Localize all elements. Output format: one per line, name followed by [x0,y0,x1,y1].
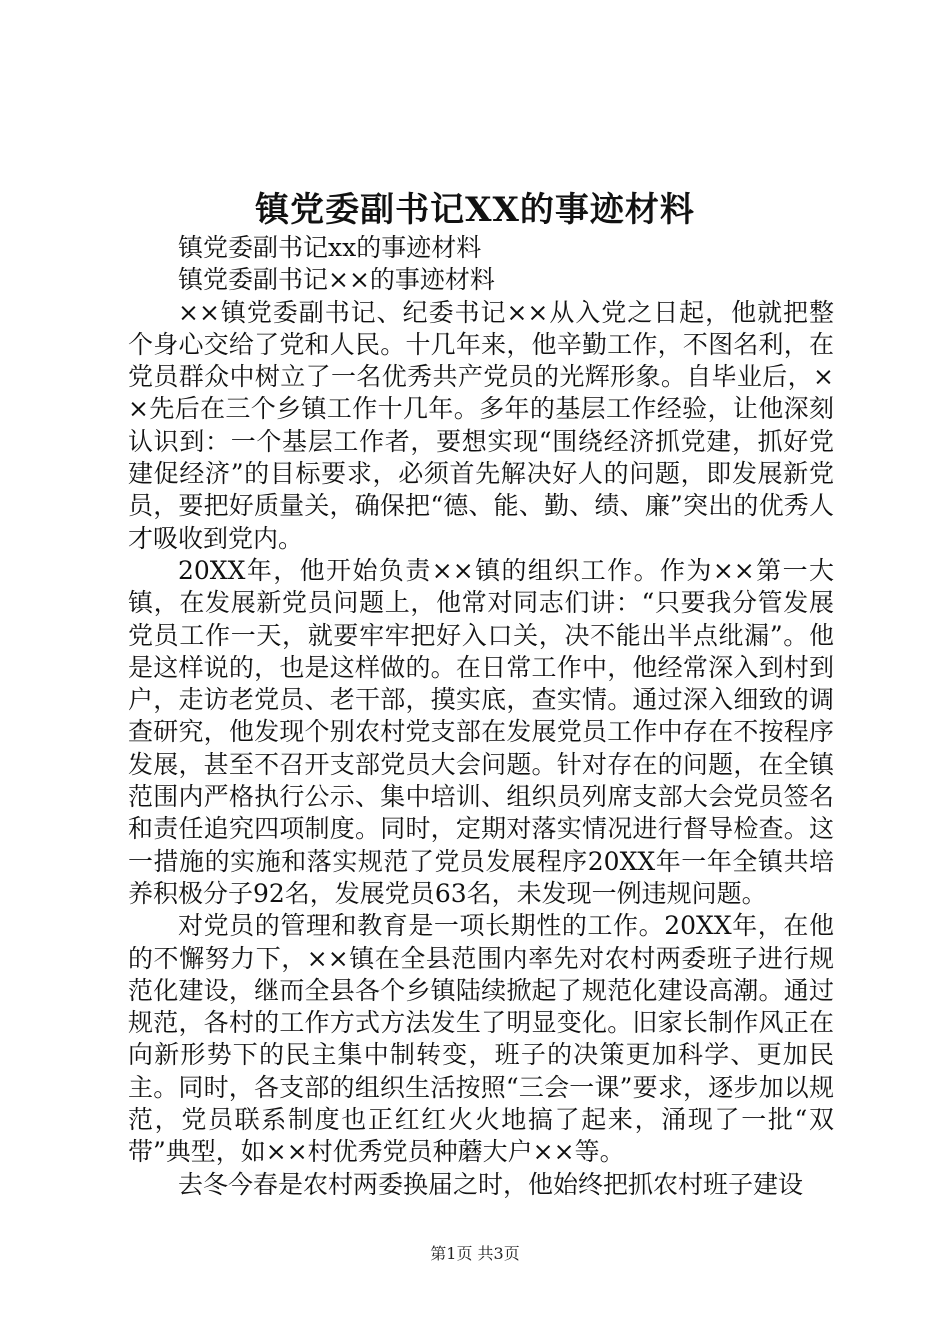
page-footer: 第1页 共3页 [430,1244,520,1263]
paragraph-subtitle-2: 镇党委副书记××的事迹材料 [178,265,495,295]
paragraph-organization-work: 20XX年，他开始负责××镇的组织工作。作为××第一大镇，在发展新党员问题上，他常对同志们讲：“只要我分管发展党员工作一天，就要牢牢把好入口关，决不能出半点纰漏”。他是这样说的，也是这样做的。在日常工作中，他经常深入到村到户，走访老党员、老干部，摸实底，查实情。通过深入细致的调查研究，他发现个别农村党支部在发展党员工作中存在不按程序发展，甚至不召开支部党员大会问题。针对存在的问题，在全镇范围内严格执行公示、集中培训、组织员列席支部大会党员签名和责任追究四项制度。同时，定期对落实情况进行督导检查。这一措施的实施和落实规范了党员发展程序20XX年一年全镇共培养积极分子92名，发展党员63名，未发现一例违规问题。 [128,555,834,908]
document-body [128,232,834,1201]
paragraph-intro: ××镇党委副书记、纪委书记××从入党之日起，他就把整个身心交给了党和人民。十几年来，他辛勤工作，不图名利，在党员群众中树立了一名优秀共产党员的光辉形象。自毕业后，××先后在三个乡镇工作十几年。多年的基层工作经验，让他深刻认识到：一个基层工作者，要想实现“围绕经济抓党建，抓好党建促经济”的目标要求，必须首先解决好人的问题，即发展新党员，要把好质量关，确保把“德、能、勤、绩、廉”突出的优秀人才吸收到党内。 [128,297,834,553]
paragraph-election: 去冬今春是农村两委换届之时，他始终把抓农村班子建设 [178,1169,804,1199]
document-title: 镇党委副书记XX的事迹材料 [255,190,695,230]
paragraph-party-management: 对党员的管理和教育是一项长期性的工作。20XX年，在他的不懈努力下，××镇在全县范围内率先对农村两委班子进行规范化建设，继而全县各个乡镇陆续掀起了规范化建设高潮。通过规范，各村的工作方式方法发生了明显变化。旧家长制作风正在向新形势下的民主集中制转变，班子的决策更加科学、更加民主。同时，各支部的组织生活按照“三会一课”要求，逐步加以规范，党员联系制度也正红红火火地搞了起来，涌现了一批“双带”典型，如××村优秀党员种蘑大户××等。 [128,911,834,1167]
paragraph-subtitle-1: 镇党委副书记xx的事迹材料 [178,233,482,262]
